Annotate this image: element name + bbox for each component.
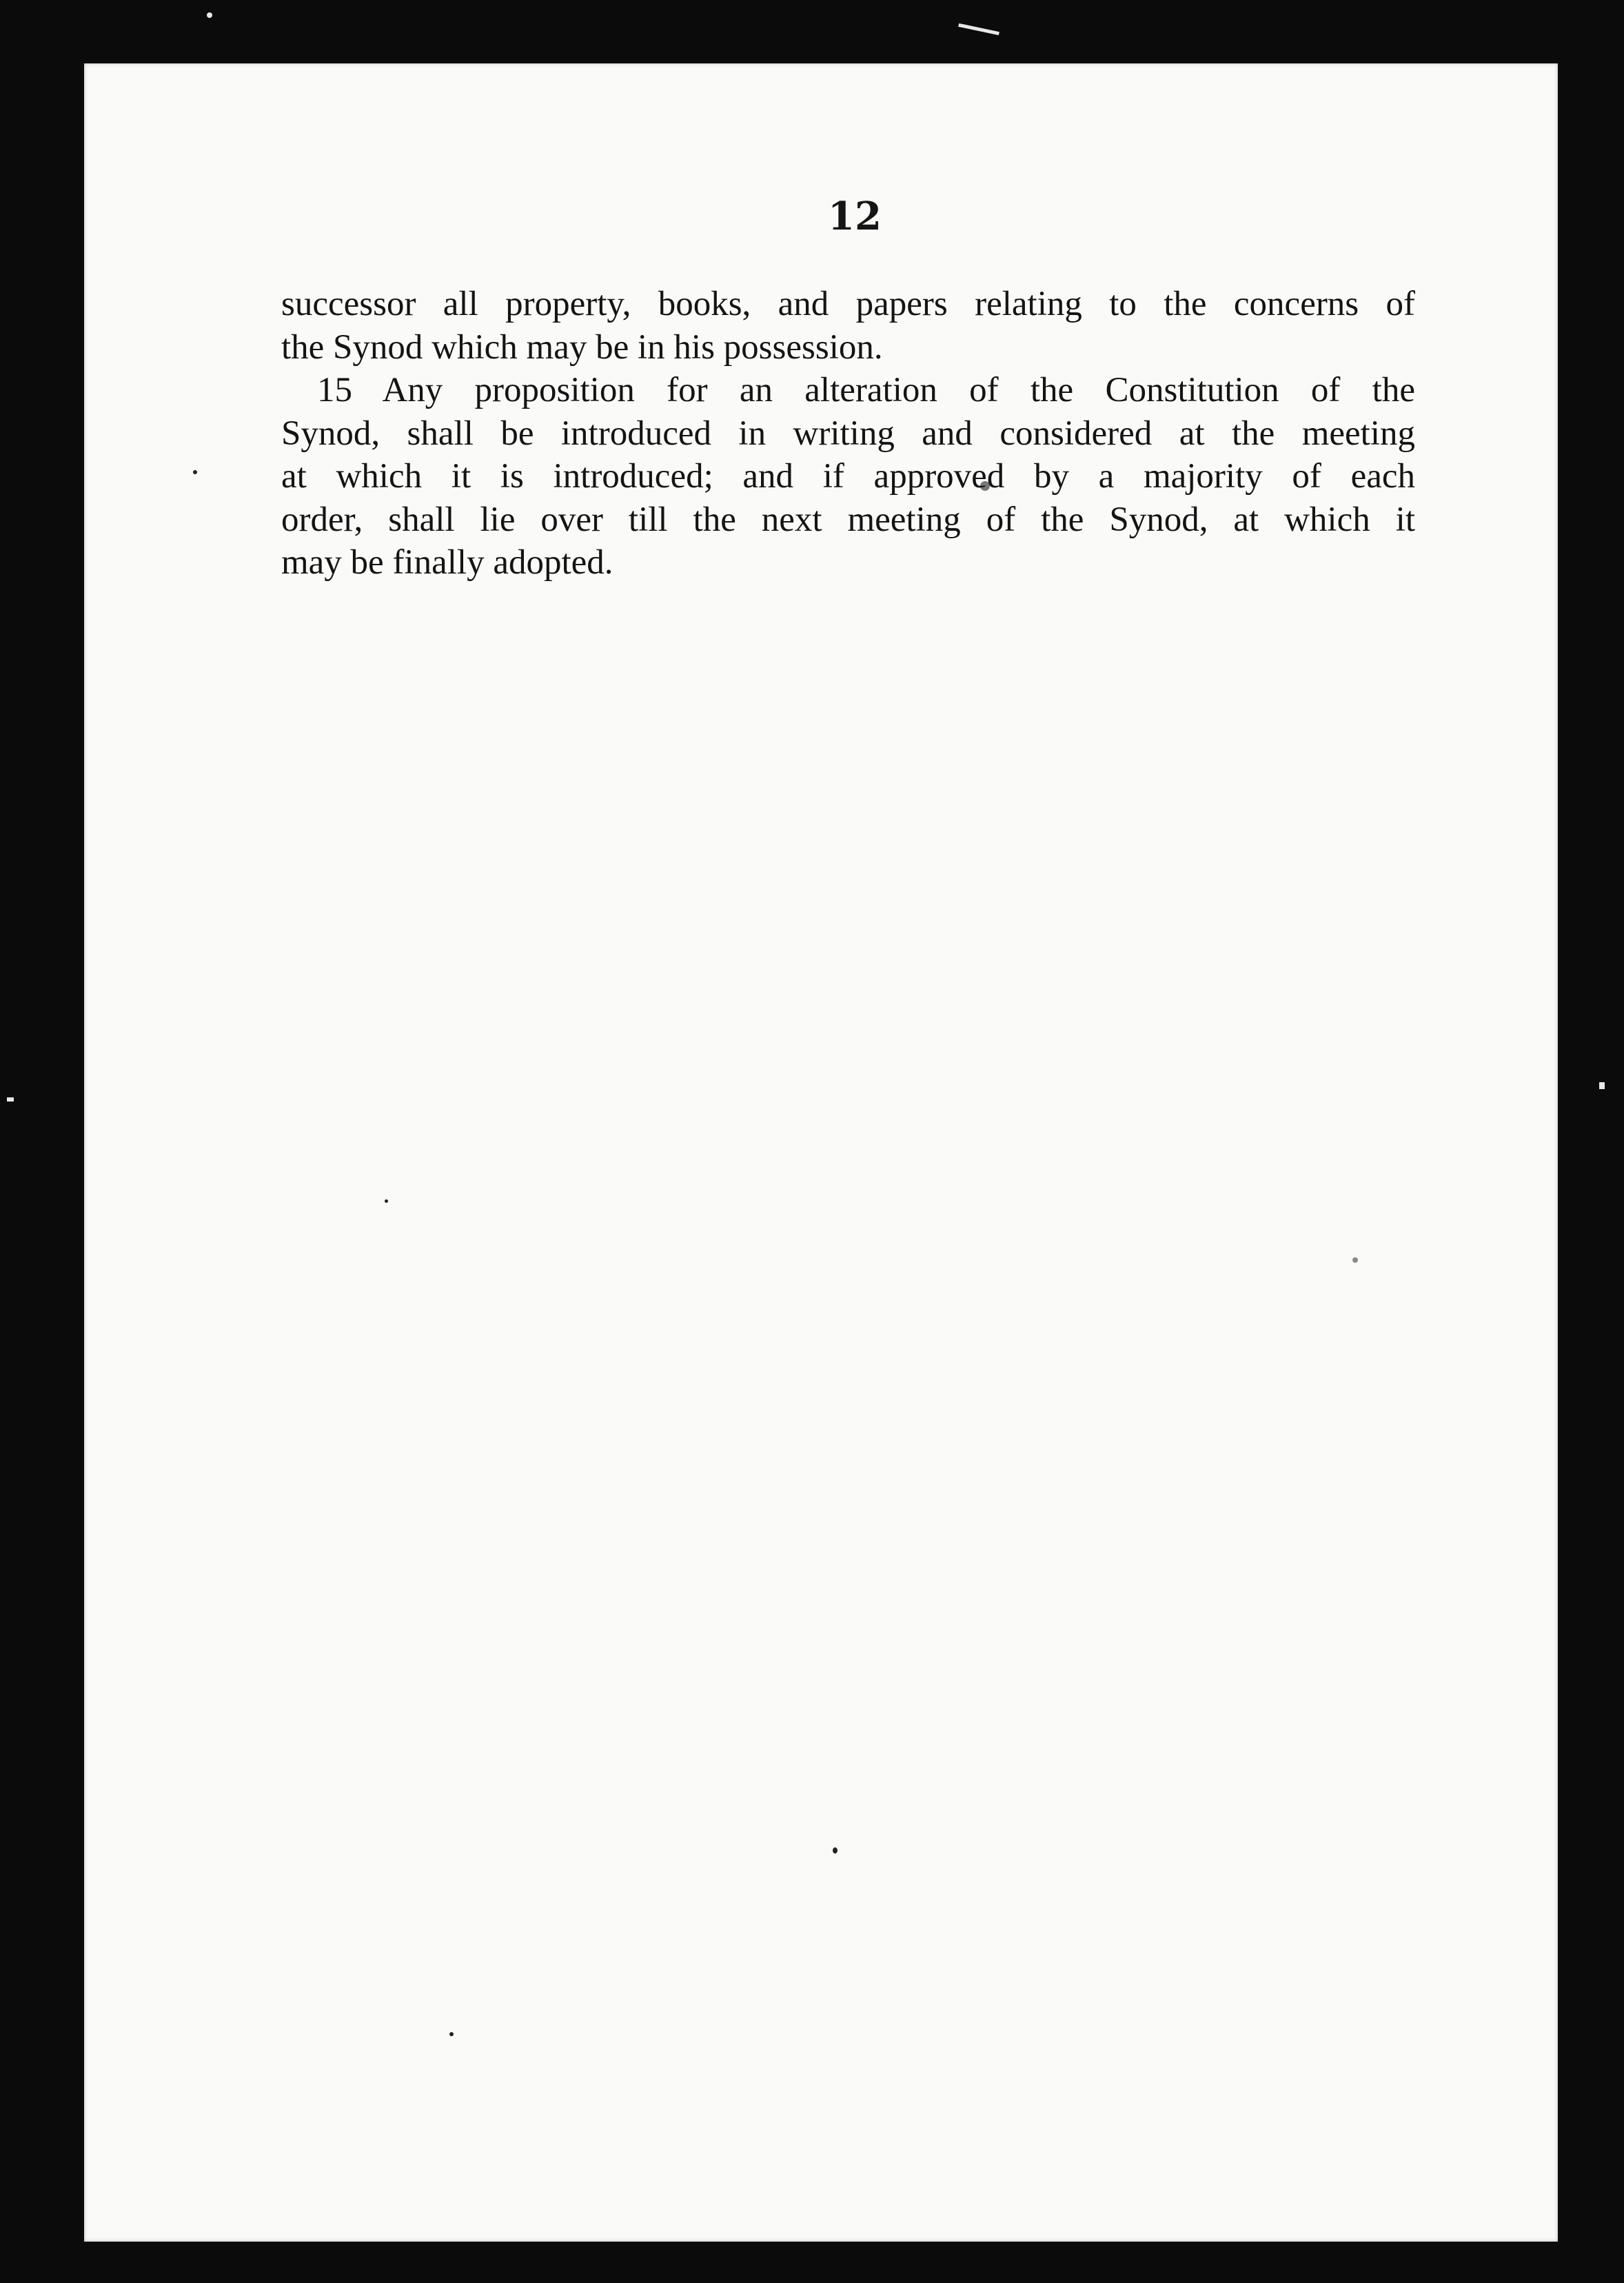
ink-speck (193, 470, 197, 474)
text-line: may be finally adopted. (281, 543, 613, 582)
ink-speck (449, 2032, 454, 2036)
ink-speck (833, 1847, 838, 1854)
scan-border-mark (207, 12, 212, 18)
text-line: 15 Any proposition for an alteration of the Constitution of the (317, 371, 1415, 409)
body-text (281, 283, 1415, 585)
text-line: at which it is introduced; and if approved by a majority of each (281, 457, 1415, 496)
page-number: 12 (828, 194, 882, 239)
text-line: Synod, shall be introduced in writing and considered at the meeting (281, 414, 1415, 453)
text-line: order, shall lie over till the next meeting of the Synod, at which it (281, 500, 1415, 539)
ink-speck (1352, 1257, 1358, 1263)
text-line: the Synod which may be in his possession. (281, 327, 883, 367)
scan-border-mark (7, 1097, 14, 1102)
text-line: successor all property, books, and papers relating to the concerns of (281, 285, 1415, 323)
scan-border-mark (1599, 1082, 1605, 1089)
ink-speck (385, 1199, 388, 1203)
